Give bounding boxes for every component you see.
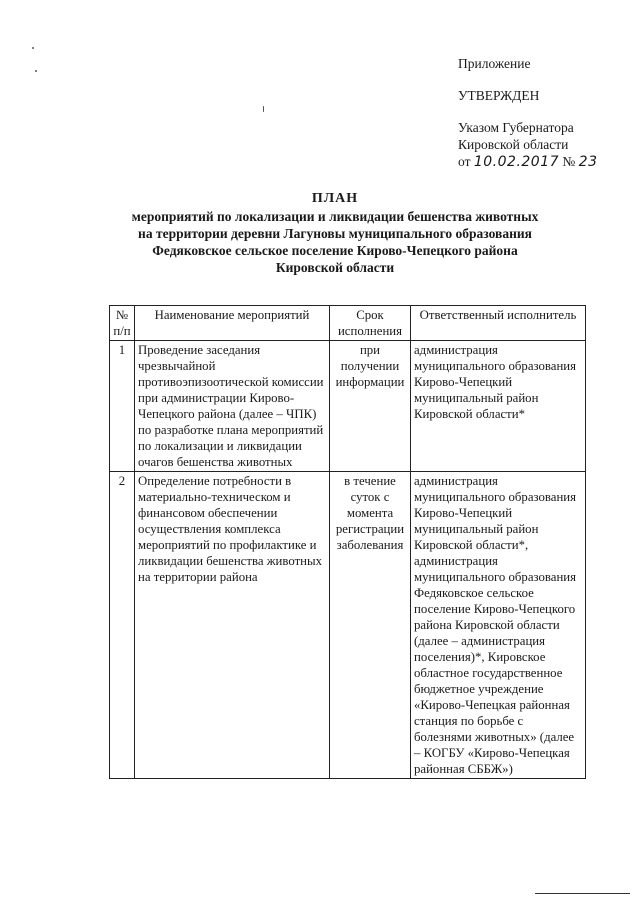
scan-speck xyxy=(32,47,34,49)
plan-table xyxy=(109,305,586,779)
table-row xyxy=(110,341,586,472)
decree-number: 23 xyxy=(578,154,598,170)
decree-date-line xyxy=(458,153,633,171)
plan-subtitle-4: Кировской области xyxy=(275,260,395,275)
header-num: № п/п xyxy=(110,306,135,341)
plan-title xyxy=(110,190,560,276)
row-term: в течение суток с момента регистрации заболевания xyxy=(330,472,411,779)
row-num: 1 xyxy=(110,341,135,472)
scan-speck xyxy=(35,70,37,72)
approved-label: УТВЕРЖДЕН xyxy=(458,88,540,103)
number-prefix: № xyxy=(562,154,576,169)
decree-date: 10.02.2017 xyxy=(473,154,560,170)
row-responsible: администрация муниципального образования Кирово-Чепецкий муниципальный район Кировской области*, администрация муниципального образования Федяковское сельское поселение Кирово-Чепецкого района Кировской области (далее – администрация поселения)*, Кировское областное государственное бюджетное учреждение «Кирово-Чепецкая районная станция по борьбе с болезнями животных» (далее – КОГБУ «Кирово-Чепецкая районная СББЖ») xyxy=(411,472,586,779)
footer-rule xyxy=(535,893,630,894)
from-prefix: от xyxy=(458,154,471,169)
scan-speck xyxy=(263,106,264,112)
row-name: Проведение заседания чрезвычайной противоэпизоотической комиссии при администрации Кирово-Чепецкого района (далее – ЧПК) по разработке плана мероприятий по локализации и ликвидации очагов бешенства животных xyxy=(135,341,330,472)
row-responsible: администрация муниципального образования Кирово-Чепецкий муниципальный район Кировской области* xyxy=(411,341,586,472)
decree-line-1: Указом Губернатора xyxy=(458,120,574,135)
decree-line-2: Кировской области xyxy=(458,137,569,152)
header-term: Срок исполнения xyxy=(330,306,411,341)
plan-subtitle-2: на территории деревни Лагуновы муниципального образования xyxy=(138,226,532,241)
approval-block xyxy=(458,55,633,171)
plan-subtitle-3: Федяковское сельское поселение Кирово-Чепецкого района xyxy=(152,243,518,258)
appendix-label: Приложение xyxy=(458,56,531,71)
table-row xyxy=(110,472,586,779)
header-responsible: Ответственный исполнитель xyxy=(411,306,586,341)
plan-subtitle-1: мероприятий по локализации и ликвидации бешенства животных xyxy=(131,209,539,224)
table-header-row xyxy=(110,306,586,341)
row-num: 2 xyxy=(110,472,135,779)
row-name: Определение потребности в материально-техническом и финансовом обеспечении осуществления комплекса мероприятий по профилактике и ликвидации бешенства животных на территории района xyxy=(135,472,330,779)
header-name: Наименование мероприятий xyxy=(135,306,330,341)
plan-heading: ПЛАН xyxy=(311,191,359,206)
row-term: при получении информации xyxy=(330,341,411,472)
